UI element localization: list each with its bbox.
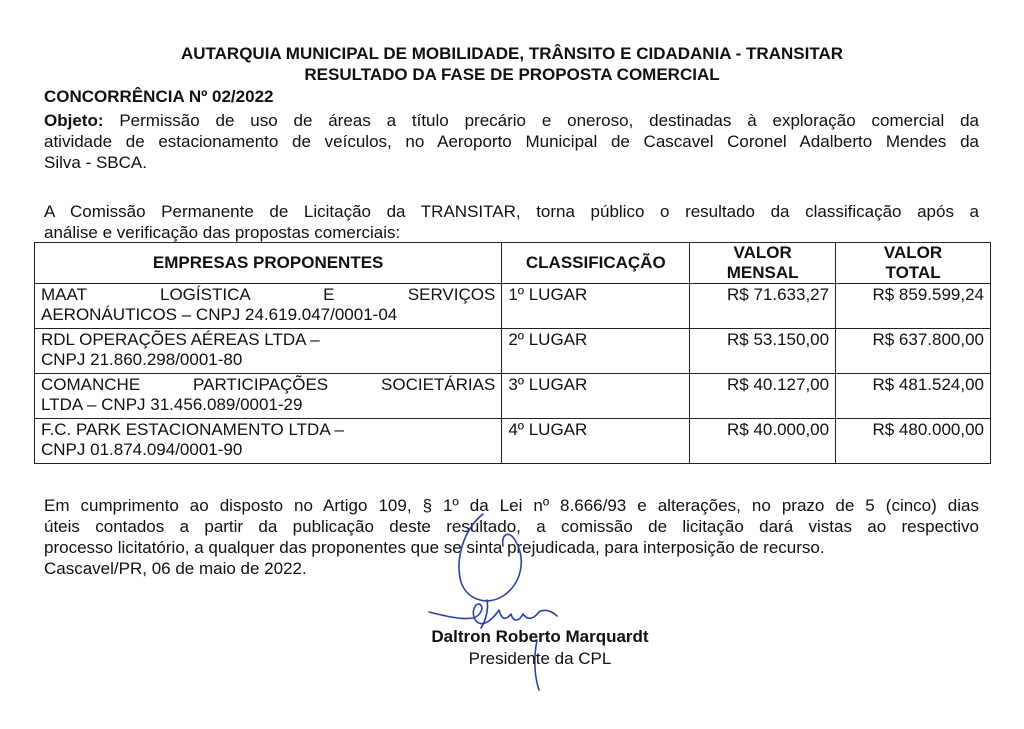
table-row: [35, 284, 991, 329]
objeto-label: Objeto:: [44, 111, 104, 130]
company-line-2: LTDA – CNPJ 31.456.089/0001-29: [41, 395, 303, 414]
header-total: [836, 243, 991, 284]
table-row: [35, 374, 991, 419]
header-company: EMPRESAS PROPONENTES: [35, 243, 502, 284]
total-value-cell: R$ 480.000,00: [836, 419, 991, 464]
header-monthly-line-2: MENSAL: [726, 263, 799, 282]
total-value-cell: R$ 637.800,00: [836, 329, 991, 374]
company-line-2: CNPJ 21.860.298/0001-80: [41, 350, 243, 369]
total-value-cell: R$ 859.599,24: [836, 284, 991, 329]
organization-title: AUTARQUIA MUNICIPAL DE MOBILIDADE, TRÂNSITO E CIDADANIA - TRANSITAR: [180, 44, 844, 63]
company-cell: [35, 329, 502, 374]
company-line-1: MAAT LOGÍSTICA E SERVIÇOS: [41, 285, 496, 304]
closing-line-1: Em cumprimento ao disposto no Artigo 109, § 1º da Lei nº 8.666/93 e alterações, no prazo de 5 (cinco) dias: [44, 496, 979, 515]
document-subtitle: RESULTADO DA FASE DE PROPOSTA COMERCIAL: [304, 65, 720, 84]
place-date: Cascavel/PR, 06 de maio de 2022.: [44, 559, 307, 578]
header-total-line-2: TOTAL: [885, 263, 941, 282]
objeto-text-line-1: Permissão de uso de áreas a título precário e oneroso, destinadas à exploração comercial da: [119, 111, 979, 130]
table-row: [35, 419, 991, 464]
objeto-paragraph: [44, 110, 979, 173]
total-value-cell: R$ 481.524,00: [836, 374, 991, 419]
rank-cell: 1º LUGAR: [502, 284, 690, 329]
header-monthly-line-1: VALOR: [733, 243, 792, 262]
company-cell: [35, 374, 502, 419]
rank-cell: 3º LUGAR: [502, 374, 690, 419]
header-total-line-1: VALOR: [883, 243, 943, 262]
closing-line-2: úteis contados a partir da publicação deste resultado, a comissão de licitação dará vistas ao respectivo: [44, 517, 979, 536]
concorrencia-number: CONCORRÊNCIA Nº 02/2022: [44, 87, 274, 106]
company-cell: [35, 284, 502, 329]
monthly-value-cell: R$ 53.150,00: [690, 329, 836, 374]
table-row: [35, 329, 991, 374]
header-monthly: [690, 243, 836, 284]
monthly-value-cell: R$ 71.633,27: [690, 284, 836, 329]
signatory-role: Presidente da CPL: [468, 649, 612, 668]
company-line-2: CNPJ 01.874.094/0001-90: [41, 440, 243, 459]
company-cell: [35, 419, 502, 464]
monthly-value-cell: R$ 40.000,00: [690, 419, 836, 464]
company-line-2: AERONÁUTICOS – CNPJ 24.619.047/0001-04: [41, 305, 398, 324]
signatory-name: Daltron Roberto Marquardt: [431, 627, 649, 646]
intro-line-2: análise e verificação das propostas comerciais:: [44, 223, 401, 242]
monthly-value-cell: R$ 40.127,00: [690, 374, 836, 419]
rank-cell: 2º LUGAR: [502, 329, 690, 374]
objeto-text-line-2: atividade de estacionamento de veículos, no Aeroporto Municipal de Cascavel Coronel Adalberto Mendes da: [44, 132, 979, 151]
closing-line-3: processo licitatório, a qualquer das proponentes que se sinta prejudicada, para interposição de recurso.: [44, 538, 825, 557]
objeto-text-line-3: Silva - SBCA.: [44, 153, 147, 172]
rank-cell: 4º LUGAR: [502, 419, 690, 464]
company-line-1: RDL OPERAÇÕES AÉREAS LTDA –: [41, 330, 320, 349]
intro-paragraph: [44, 201, 979, 243]
company-line-1: COMANCHE PARTICIPAÇÕES SOCIETÁRIAS: [41, 375, 496, 394]
header-rank: CLASSIFICAÇÃO: [502, 243, 690, 284]
intro-line-1: A Comissão Permanente de Licitação da TRANSITAR, torna público o resultado da classificação após a: [44, 202, 979, 221]
results-table: [34, 242, 991, 464]
company-line-1: F.C. PARK ESTACIONAMENTO LTDA –: [41, 420, 344, 439]
table-header-row: [35, 243, 991, 284]
